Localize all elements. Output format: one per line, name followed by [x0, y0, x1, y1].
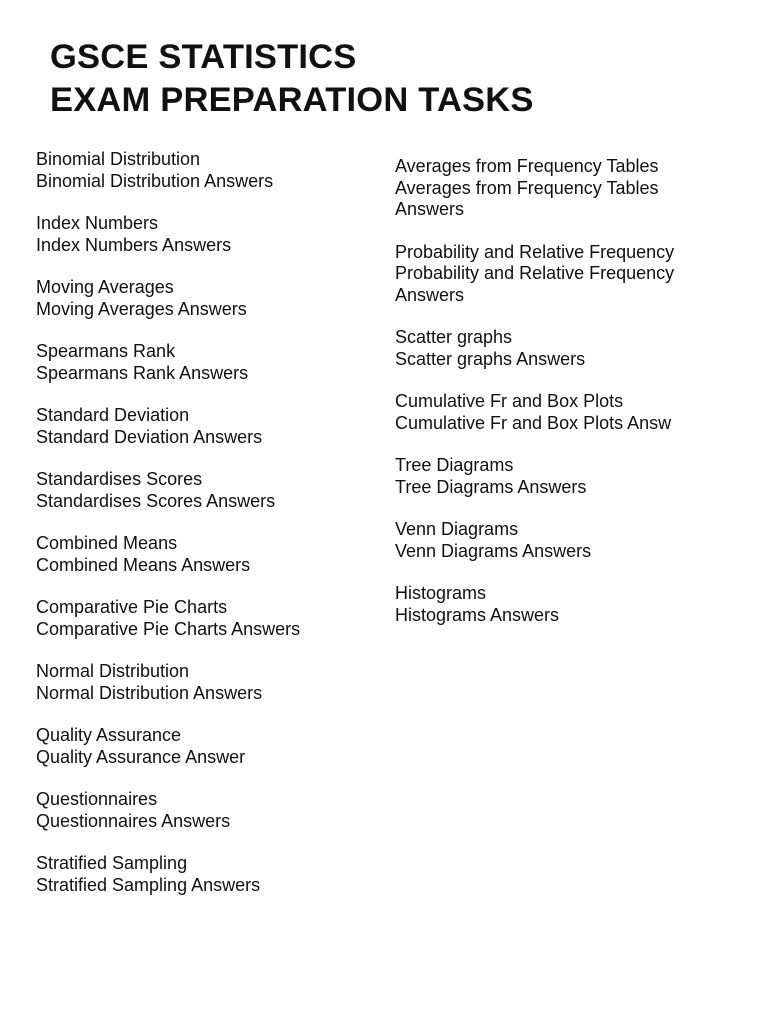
topic-group-standard-deviation — [36, 405, 371, 448]
topic-group-normal-distribution — [36, 661, 371, 704]
topic-link-averages-from-frequency-tables[interactable]: Averages from Frequency Tables — [395, 156, 659, 176]
topic-group-averages-from-frequency-tables — [395, 156, 720, 221]
answers-link-averages-from-frequency-tables[interactable]: Averages from Frequency Tables Answers — [395, 177, 659, 219]
topic-group-quality-assurance — [36, 725, 371, 768]
topic-link-stratified-sampling[interactable]: Stratified Sampling — [36, 853, 188, 873]
answers-link-tree-diagrams[interactable]: Tree Diagrams Answers — [395, 476, 587, 497]
topic-link-cumulative-fr-box-plots[interactable]: Cumulative Fr and Box Plots — [395, 391, 624, 411]
topic-group-cumulative-fr-box-plots — [395, 391, 720, 434]
topic-group-stratified-sampling — [36, 853, 371, 896]
right-topic-list — [395, 156, 720, 647]
topic-link-tree-diagrams[interactable]: Tree Diagrams — [395, 455, 514, 475]
topic-link-venn-diagrams[interactable]: Venn Diagrams — [395, 519, 519, 539]
answers-link-standard-deviation[interactable]: Standard Deviation Answers — [36, 426, 263, 447]
answers-link-probability-relative-frequency[interactable]: Probability and Relative Frequency Answers — [395, 263, 675, 305]
topic-link-moving-averages[interactable]: Moving Averages — [36, 277, 174, 297]
topic-group-standardises-scores — [36, 469, 371, 512]
answers-link-stratified-sampling[interactable]: Stratified Sampling Answers — [36, 874, 261, 895]
page-title — [50, 36, 534, 122]
topic-group-index-numbers — [36, 213, 371, 256]
title-line-2: EXAM PREPARATION TASKS — [50, 81, 534, 119]
topic-group-spearmans-rank — [36, 341, 371, 384]
topic-link-combined-means[interactable]: Combined Means — [36, 533, 178, 553]
topic-group-moving-averages — [36, 277, 371, 320]
left-topic-list — [36, 149, 371, 917]
topic-link-standardises-scores[interactable]: Standardises Scores — [36, 469, 203, 489]
topic-group-probability-relative-frequency — [395, 242, 720, 307]
answers-link-questionnaires[interactable]: Questionnaires Answers — [36, 810, 231, 831]
answers-link-venn-diagrams[interactable]: Venn Diagrams Answers — [395, 540, 592, 561]
answers-link-binomial-distribution[interactable]: Binomial Distribution Answers — [36, 170, 274, 191]
topic-link-scatter-graphs[interactable]: Scatter graphs — [395, 327, 513, 347]
topic-group-venn-diagrams — [395, 519, 720, 562]
topic-link-questionnaires[interactable]: Questionnaires — [36, 789, 158, 809]
topic-group-binomial-distribution — [36, 149, 371, 192]
answers-link-combined-means[interactable]: Combined Means Answers — [36, 554, 251, 575]
answers-link-quality-assurance[interactable]: Quality Assurance Answer — [36, 746, 246, 767]
answers-link-spearmans-rank[interactable]: Spearmans Rank Answers — [36, 362, 249, 383]
topic-group-scatter-graphs — [395, 327, 720, 370]
topic-group-tree-diagrams — [395, 455, 720, 498]
answers-link-comparative-pie-charts[interactable]: Comparative Pie Charts Answers — [36, 618, 301, 639]
topic-link-comparative-pie-charts[interactable]: Comparative Pie Charts — [36, 597, 228, 617]
topic-group-questionnaires — [36, 789, 371, 832]
answers-link-scatter-graphs[interactable]: Scatter graphs Answers — [395, 348, 586, 369]
topic-group-combined-means — [36, 533, 371, 576]
topic-link-quality-assurance[interactable]: Quality Assurance — [36, 725, 182, 745]
topic-link-normal-distribution[interactable]: Normal Distribution — [36, 661, 190, 681]
topic-link-standard-deviation[interactable]: Standard Deviation — [36, 405, 190, 425]
topic-link-spearmans-rank[interactable]: Spearmans Rank — [36, 341, 176, 361]
answers-link-moving-averages[interactable]: Moving Averages Answers — [36, 298, 247, 319]
answers-link-histograms[interactable]: Histograms Answers — [395, 604, 560, 625]
topic-link-histograms[interactable]: Histograms — [395, 583, 487, 603]
answers-link-standardises-scores[interactable]: Standardises Scores Answers — [36, 490, 276, 511]
topic-link-index-numbers[interactable]: Index Numbers — [36, 213, 159, 233]
answers-link-index-numbers[interactable]: Index Numbers Answers — [36, 234, 232, 255]
topic-group-comparative-pie-charts — [36, 597, 371, 640]
title-line-1: GSCE STATISTICS — [50, 38, 357, 76]
answers-link-normal-distribution[interactable]: Normal Distribution Answers — [36, 682, 263, 703]
topic-group-histograms — [395, 583, 720, 626]
topic-link-probability-relative-frequency[interactable]: Probability and Relative Frequency — [395, 241, 675, 262]
answers-link-cumulative-fr-box-plots[interactable]: Cumulative Fr and Box Plots Answ — [395, 412, 672, 433]
topic-link-binomial-distribution[interactable]: Binomial Distribution — [36, 149, 201, 169]
